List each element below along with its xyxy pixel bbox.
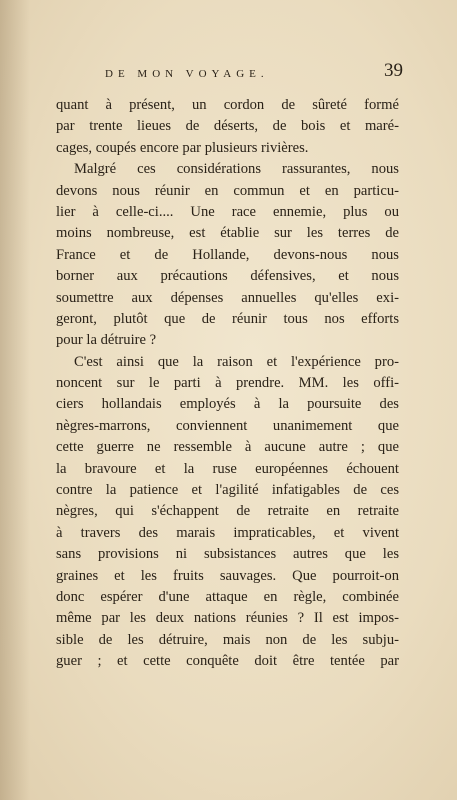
text-line: ciers hollandais employés à la poursuite des xyxy=(56,396,399,413)
paragraph-1 xyxy=(56,95,399,159)
text-line: graines et les fruits sauvages. Que pourroit-on xyxy=(56,567,399,584)
text-line: soumettre aux dépenses annuelles qu'elles exi- xyxy=(56,289,399,306)
running-title: DE MON VOYAGE. xyxy=(105,68,269,80)
text-line: même par les deux nations réunies ? Il est impos- xyxy=(56,610,399,627)
text-line: donc espérer d'une attaque en règle, combinée xyxy=(56,588,399,605)
text-line: C'est ainsi que la raison et l'expérience pro- xyxy=(74,353,399,370)
text-line: sans provisions ni subsistances autres que les xyxy=(56,546,399,563)
text-line: nègres-marrons, conviennent unanimement que xyxy=(56,417,399,434)
text-line: sible de les détruire, mais non de les subju- xyxy=(56,631,399,648)
paragraph-3 xyxy=(56,352,399,673)
text-line: à travers des marais impraticables, et vivent xyxy=(56,524,399,541)
text-line: nègres, qui s'échappent de retraite en retraite xyxy=(56,503,399,520)
text-line: guer ; et cette conquête doit être tentée par xyxy=(56,653,399,670)
text-line: quant à présent, un cordon de sûreté formé xyxy=(56,97,399,113)
text-line: devons nous réunir en commun et en particu- xyxy=(56,182,399,199)
text-line: la bravoure et la ruse européennes échouent xyxy=(56,460,399,477)
text-line: contre la patience et l'agilité infatigables de ces xyxy=(56,482,399,499)
paragraph-2 xyxy=(56,159,399,352)
text-line: moins nombreuse, est établie sur les terres de xyxy=(56,225,399,242)
body-text xyxy=(56,95,399,673)
text-line: par trente lieues de déserts, de bois et maré- xyxy=(56,118,399,135)
text-line: cages, coupés encore par plusieurs rivières. xyxy=(56,139,309,156)
text-line: noncent sur le parti à prendre. MM. les offi- xyxy=(56,375,399,392)
text-line: pour la détruire ? xyxy=(56,332,157,349)
running-head xyxy=(85,60,407,86)
text-line: geront, plutôt que de réunir tous nos efforts xyxy=(56,310,399,327)
text-line: borner aux précautions défensives, et nous xyxy=(56,268,399,285)
spine-shadow xyxy=(0,0,30,800)
page-number: 39 xyxy=(384,60,403,81)
text-line: cette guerre ne ressemble à aucune autre ; que xyxy=(56,439,399,456)
text-line: lier à celle-ci.... Une race ennemie, plus ou xyxy=(56,203,399,220)
text-line: Malgré ces considérations rassurantes, nous xyxy=(74,161,399,178)
text-line: France et de Hollande, devons-nous nous xyxy=(56,246,399,263)
